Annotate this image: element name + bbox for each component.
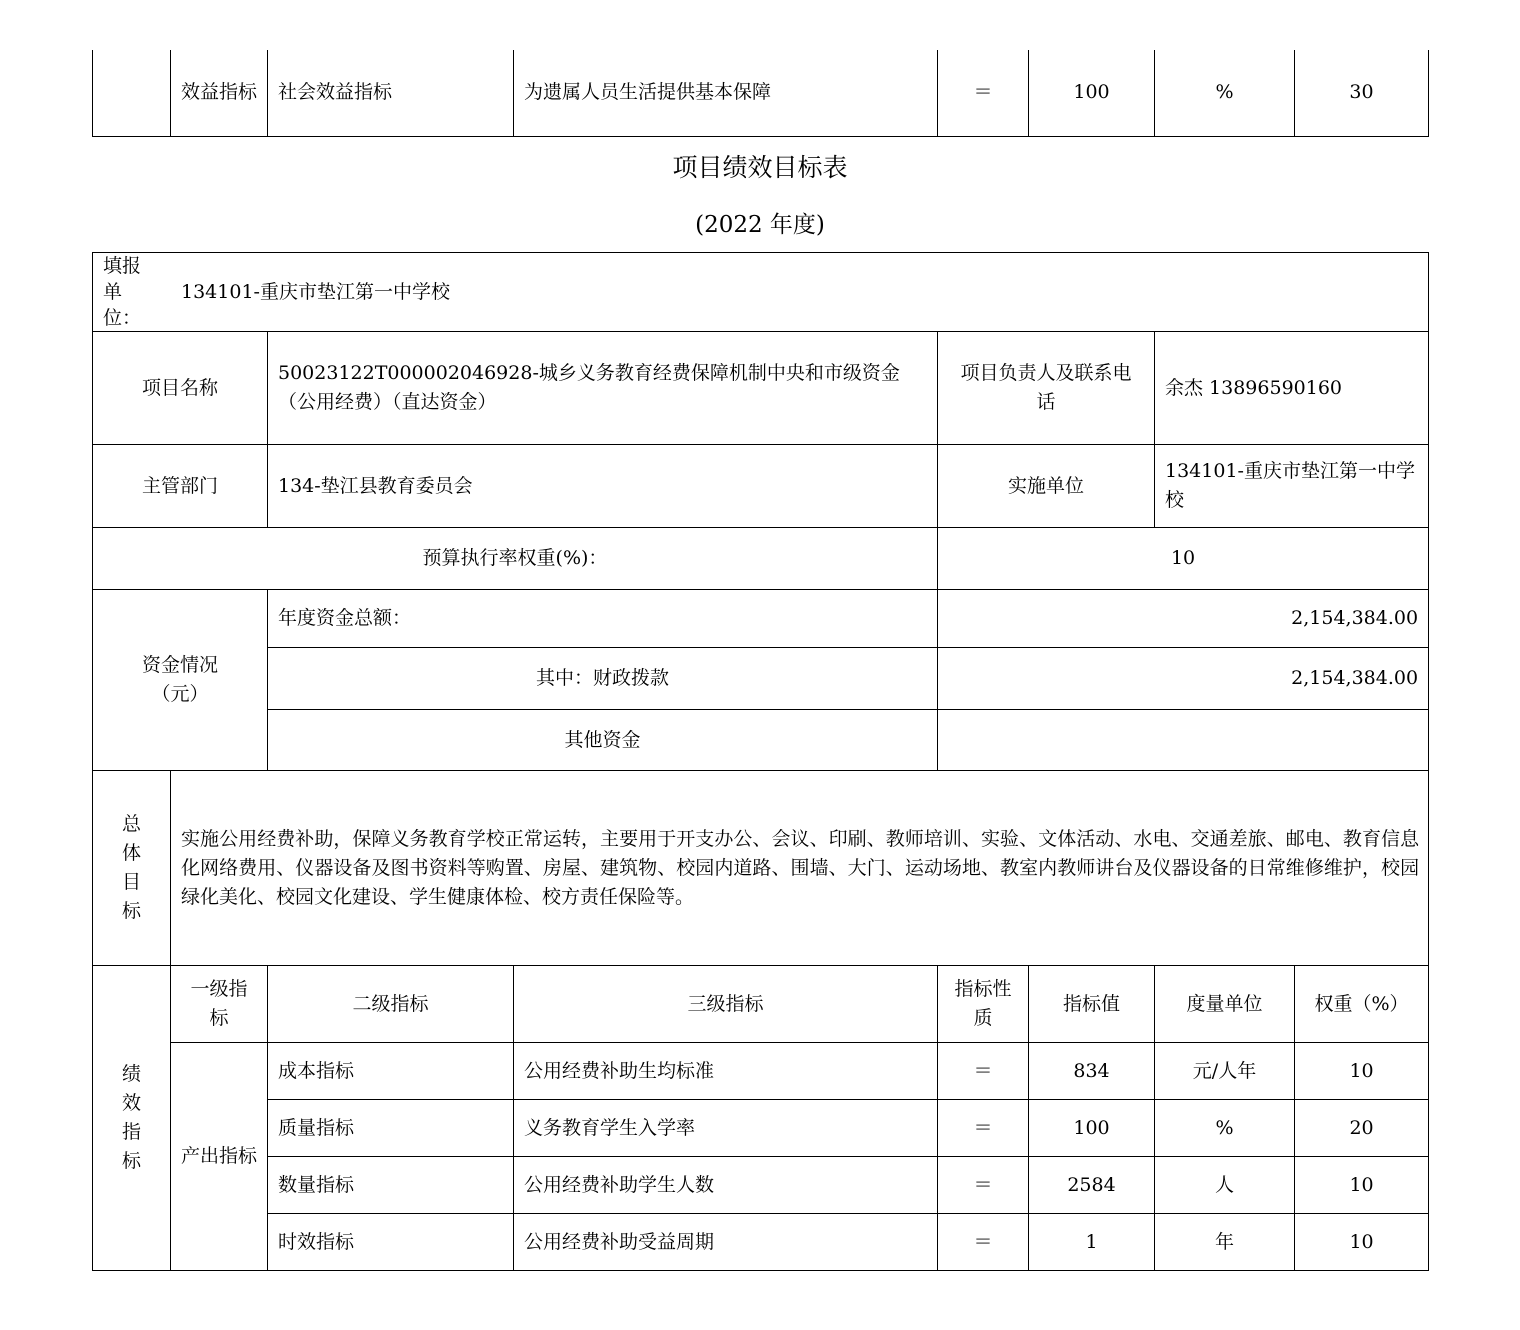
- indicators-header-row: [93, 966, 1429, 1043]
- row-nature: ＝: [938, 1157, 1029, 1214]
- project-name-label: 项目名称: [93, 332, 268, 445]
- previous-table-fragment: [92, 50, 1429, 137]
- row-weight: 10: [1295, 1214, 1429, 1271]
- row-level3: 公用经费补助受益周期: [514, 1214, 938, 1271]
- project-owner-value: 余杰 13896590160: [1155, 332, 1429, 445]
- project-name-value: 50023122T000002046928-城乡义务教育经费保障机制中央和市级资金（公用经费）（直达资金）: [268, 332, 938, 445]
- funds-other-label: 其他资金: [268, 710, 938, 771]
- budget-rate-value: 10: [938, 528, 1429, 590]
- row-level3: 义务教育学生入学率: [514, 1100, 938, 1157]
- row-nature: ＝: [938, 1100, 1029, 1157]
- row-unit: 年: [1155, 1214, 1295, 1271]
- prev-nature-cell: ＝: [938, 50, 1029, 136]
- row-level3: 公用经费补助学生人数: [514, 1157, 938, 1214]
- header-level3: 三级指标: [514, 966, 938, 1043]
- funds-fiscal-value: 2,154,384.00: [938, 648, 1429, 710]
- prev-empty-cell: [93, 50, 171, 136]
- department-label: 主管部门: [93, 445, 268, 528]
- prev-unit-cell: %: [1155, 50, 1295, 136]
- prev-level2-cell: 社会效益指标: [268, 50, 514, 136]
- prev-value-cell: 100: [1029, 50, 1155, 136]
- project-row: [93, 332, 1429, 445]
- overall-goal-row: [93, 771, 1429, 966]
- department-value: 134-垫江县教育委员会: [268, 445, 938, 528]
- row-level3: 公用经费补助生均标准: [514, 1043, 938, 1100]
- implementing-unit-value: 134101-重庆市垫江第一中学校: [1155, 445, 1429, 528]
- row-level2: 时效指标: [268, 1214, 514, 1271]
- overall-goal-text: 实施公用经费补助，保障义务教育学校正常运转，主要用于开支办公、会议、印刷、教师培训、实验、文体活动、水电、交通差旅、邮电、教育信息化网络费用、仪器设备及图书资料等购置、房屋、建筑物、校园内道路、围墙、大门、运动场地、教室内教师讲台及仪器设备的日常维修维护，校园绿化美化、校园文化建设、学生健康体检、校方责任保险等。: [171, 771, 1429, 966]
- table-row: [93, 1100, 1429, 1157]
- row-weight: 20: [1295, 1100, 1429, 1157]
- reporting-unit-row: [93, 253, 1429, 332]
- funds-label: 资金情况（元）: [93, 590, 268, 771]
- prev-weight-cell: 30: [1295, 50, 1429, 136]
- funds-other-row: [93, 710, 1429, 771]
- row-weight: 10: [1295, 1157, 1429, 1214]
- budget-rate-row: [93, 528, 1429, 590]
- row-level2: 质量指标: [268, 1100, 514, 1157]
- table-row: [93, 1043, 1429, 1100]
- table-row: [93, 1214, 1429, 1271]
- budget-rate-label: 预算执行率权重(%)：: [93, 528, 938, 590]
- header-weight: 权重（%）: [1295, 966, 1429, 1043]
- row-unit: 元/人年: [1155, 1043, 1295, 1100]
- funds-other-value: [938, 710, 1429, 771]
- row-unit: %: [1155, 1100, 1295, 1157]
- row-value: 834: [1029, 1043, 1155, 1100]
- overall-goal-label: 总体目标: [93, 771, 171, 966]
- funds-total-row: [93, 590, 1429, 648]
- indicators-section-label: 绩效指标: [93, 966, 171, 1271]
- header-level2: 二级指标: [268, 966, 514, 1043]
- row-value: 2584: [1029, 1157, 1155, 1214]
- row-level2: 成本指标: [268, 1043, 514, 1100]
- header-nature: 指标性质: [938, 966, 1029, 1043]
- page-title: 项目绩效目标表: [672, 153, 848, 182]
- implementing-unit-label: 实施单位: [938, 445, 1155, 528]
- row-nature: ＝: [938, 1214, 1029, 1271]
- row-value: 1: [1029, 1214, 1155, 1271]
- project-owner-label: 项目负责人及联系电话: [938, 332, 1155, 445]
- performance-target-table: [92, 252, 1429, 1271]
- funds-total-value: 2,154,384.00: [938, 590, 1429, 648]
- row-nature: ＝: [938, 1043, 1029, 1100]
- reporting-unit-value: 134101-重庆市垫江第一中学校: [181, 280, 450, 303]
- department-row: [93, 445, 1429, 528]
- reporting-unit-label: 填报单位：: [103, 255, 142, 329]
- funds-total-label: 年度资金总额：: [268, 590, 938, 648]
- header-level1: 一级指标: [171, 966, 268, 1043]
- row-weight: 10: [1295, 1043, 1429, 1100]
- row-value: 100: [1029, 1100, 1155, 1157]
- page-subtitle: (2022 年度): [695, 212, 825, 238]
- funds-fiscal-label: 其中：财政拨款: [268, 648, 938, 710]
- prev-level1-cell: 效益指标: [171, 50, 268, 136]
- header-value: 指标值: [1029, 966, 1155, 1043]
- row-unit: 人: [1155, 1157, 1295, 1214]
- prev-level3-cell: 为遗属人员生活提供基本保障: [514, 50, 938, 136]
- group-level1-label: 产出指标: [171, 1043, 268, 1271]
- row-level2: 数量指标: [268, 1157, 514, 1214]
- funds-fiscal-row: [93, 648, 1429, 710]
- header-unit: 度量单位: [1155, 966, 1295, 1043]
- table-row: [93, 1157, 1429, 1214]
